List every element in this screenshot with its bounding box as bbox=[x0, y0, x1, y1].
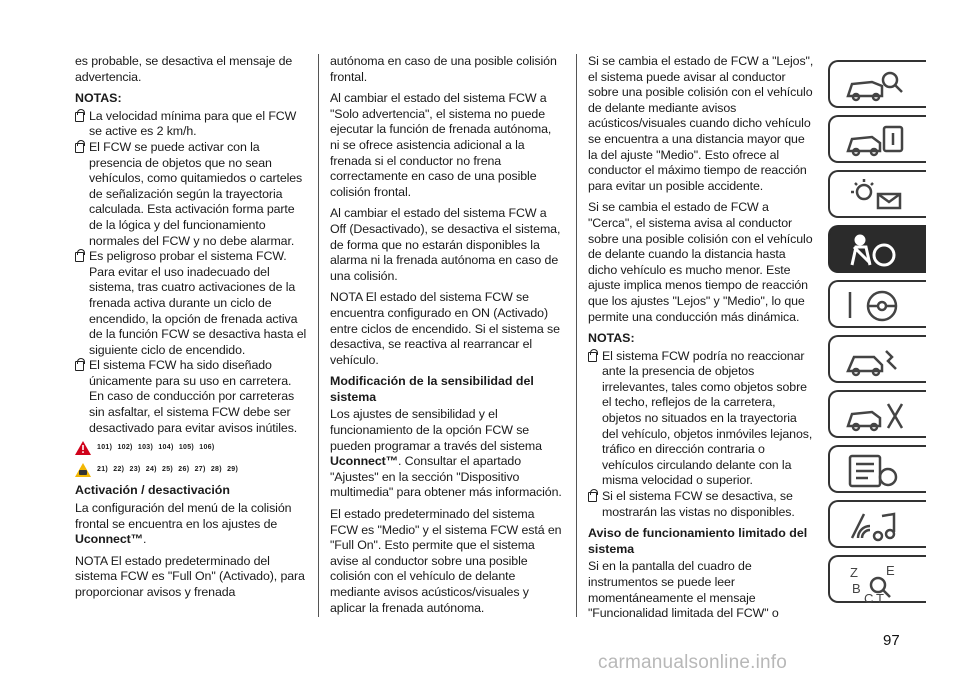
section-heading: Activación / desactivación bbox=[75, 483, 230, 498]
note-item: El FCW se puede activar con la presencia de objetos que no sean vehículos, como quitamiedos o carteles de señalización según la trayectoria calculada. Esta activación forma parte de la lógica y del funcionamiento normales del FCW y no debe alarmar. bbox=[75, 140, 307, 249]
column-left bbox=[75, 54, 307, 607]
paragraph: NOTA El estado predeterminado del sistema FCW es "Full On" (Activado), para proporcionar avisos y frenada bbox=[75, 553, 305, 599]
paragraph: Al cambiar el estado del sistema FCW a "Solo advertencia", el sistema no puede ejecutar la función de frenada autónoma, ni se ofrece asistencia adicional a la frenada si el conductor no frena correctamente en caso de una posible colisión frontal. bbox=[330, 91, 552, 199]
svg-text:C: C bbox=[864, 591, 874, 605]
note-item: Si el sistema FCW se desactiva, se mostrarán las vistas no disponibles. bbox=[588, 489, 816, 520]
note-lock-icon bbox=[75, 361, 84, 371]
svg-text:T: T bbox=[876, 591, 884, 605]
car-search-icon bbox=[842, 68, 912, 104]
paragraph: Si se cambia el estado de FCW a "Lejos", el sistema puede avisar al conductor sobre una posible colisión con el vehículo de delante mediante avisos acústicos/visuales cuando dicho vehículo se encuentra a una distancia mayor que la del ajuste "Medio". Esto ofrece al conductor el máximo tiempo de reacción para evitar un posible accidente. bbox=[588, 54, 814, 193]
notes-heading: NOTAS: bbox=[588, 331, 635, 346]
warning-references bbox=[75, 440, 307, 456]
paragraph: Si se cambia el estado de FCW a "Cerca", el sistema avisa al conductor sobre una posible colisión con el vehículo de delante cuando la distancia hasta dicho vehículo es mucho menor. Este ajuste implica menos tiempo de reacción que los ajustes "Lejos" y "Medio", lo que permite una conducción más dinámica. bbox=[588, 200, 813, 324]
note-lock-icon bbox=[75, 112, 84, 122]
paragraph: NOTA El estado del sistema FCW se encuentra configurado en ON (Activado) entre ciclos de encendido. Si el sistema se desactiva, se reactiva al rearrancar el vehículo. bbox=[330, 290, 560, 367]
car-tools-icon bbox=[842, 398, 912, 434]
note-lock-icon bbox=[588, 492, 597, 502]
index-abc-icon bbox=[842, 563, 912, 605]
multimedia-icon bbox=[842, 508, 912, 544]
column-divider bbox=[318, 54, 319, 617]
paragraph: La configuración del menú de la colisión frontal se encuentra en los ajustes de Uconnect™. bbox=[75, 501, 292, 547]
caution-triangle-icon bbox=[75, 463, 91, 477]
section-heading: Modificación de la sensibilidad del sistema bbox=[330, 374, 534, 404]
paragraph: Si en la pantalla del cuadro de instrumentos se puede leer momentáneamente el mensaje "Funcionalidad limitada del FCW" o bbox=[588, 559, 779, 621]
nav-tab-lights[interactable] bbox=[828, 170, 926, 218]
paragraph: es probable, se desactiva el mensaje de advertencia. bbox=[75, 54, 293, 84]
paragraph: Al cambiar el estado del sistema FCW a Off (Desactivado), se desactiva el sistema, de forma que no estarán disponibles la alarma ni la frenada autónoma en caso de una colisión. bbox=[330, 206, 561, 283]
nav-tab-driving[interactable] bbox=[828, 280, 926, 328]
car-crash-icon bbox=[842, 343, 912, 379]
column-middle bbox=[330, 54, 562, 622]
note-lock-icon bbox=[75, 143, 84, 153]
safety-seatbelt-icon bbox=[842, 233, 912, 269]
nav-tab-multimedia[interactable] bbox=[828, 500, 926, 548]
column-divider bbox=[576, 54, 577, 617]
paragraph: El estado predeterminado del sistema FCW es "Medio" y el sistema FCW está en "Full On". Esto permite que el sistema avise al conductor sobre una posible colisión con el vehículo de delante mediante avisos acústicos/visuales y aplicar la frenada autónoma. bbox=[330, 507, 562, 615]
nav-tab-emergency[interactable] bbox=[828, 335, 926, 383]
note-item: Es peligroso probar el sistema FCW. Para evitar el uso inadecuado del sistema, tras cuatro activaciones de la frenada activa durante un ciclo de encendido, la opción de frenada activa de la función FCW se desactiva hasta el siguiente ciclo de encendido. bbox=[75, 249, 307, 358]
caution-references bbox=[75, 462, 307, 478]
svg-text:E: E bbox=[886, 563, 895, 578]
nav-tab-car-info[interactable] bbox=[828, 115, 926, 163]
car-info-icon bbox=[842, 123, 912, 159]
nav-tab-index[interactable] bbox=[828, 555, 926, 603]
note-lock-icon bbox=[588, 352, 597, 362]
notes-heading: NOTAS: bbox=[75, 91, 122, 106]
note-lock-icon bbox=[75, 252, 84, 262]
note-item: El sistema FCW ha sido diseñado únicamente para su uso en carretera. En caso de conducción por carreteras sin asfaltar, el sistema FCW debe ser desactivado para evitar avisos inútiles. bbox=[75, 358, 307, 436]
page-number: 97 bbox=[883, 632, 900, 649]
steering-wheel-icon bbox=[842, 288, 912, 324]
paragraph: autónoma en caso de una posible colisión frontal. bbox=[330, 54, 557, 84]
nav-tab-specs[interactable] bbox=[828, 445, 926, 493]
column-right bbox=[588, 54, 816, 628]
watermark: carmanualsonline.info bbox=[598, 652, 788, 673]
section-heading: Aviso de funcionamiento limitado del sistema bbox=[588, 526, 808, 556]
warning-triangle-icon bbox=[75, 441, 91, 455]
svg-text:B: B bbox=[852, 581, 861, 596]
note-item: El sistema FCW podría no reaccionar ante la presencia de objetos irrelevantes, tales como objetos sobre el techo, reflejos de la carretera, objetos no situados en la trayectoria del vehículo, objetos inmóviles lejanos, tráfico en dirección contraria o vehículos circulando delante con la misma velocidad o superior. bbox=[588, 349, 816, 489]
paragraph: Los ajustes de sensibilidad y el funcionamiento de la opción FCW se pueden programar a través del sistema Uconnect™. Consultar el apartado "Ajustes" en la sección "Dispositivo multimedia" para obtener más información. bbox=[330, 407, 562, 500]
warning-ref-numbers: 101) 102) 103) 104) 105) 106) bbox=[97, 444, 215, 452]
nav-tab-maintenance[interactable] bbox=[828, 390, 926, 438]
nav-tab-car-search[interactable] bbox=[828, 60, 926, 108]
lights-icon bbox=[842, 178, 912, 214]
note-item: La velocidad mínima para que el FCW se active es 2 km/h. bbox=[75, 109, 307, 140]
caution-ref-numbers: 21) 22) 23) 24) 25) 26) 27) 28) 29) bbox=[97, 465, 239, 473]
svg-text:Z: Z bbox=[850, 565, 858, 580]
nav-tab-safety[interactable] bbox=[828, 225, 926, 273]
specs-list-icon bbox=[842, 453, 912, 489]
